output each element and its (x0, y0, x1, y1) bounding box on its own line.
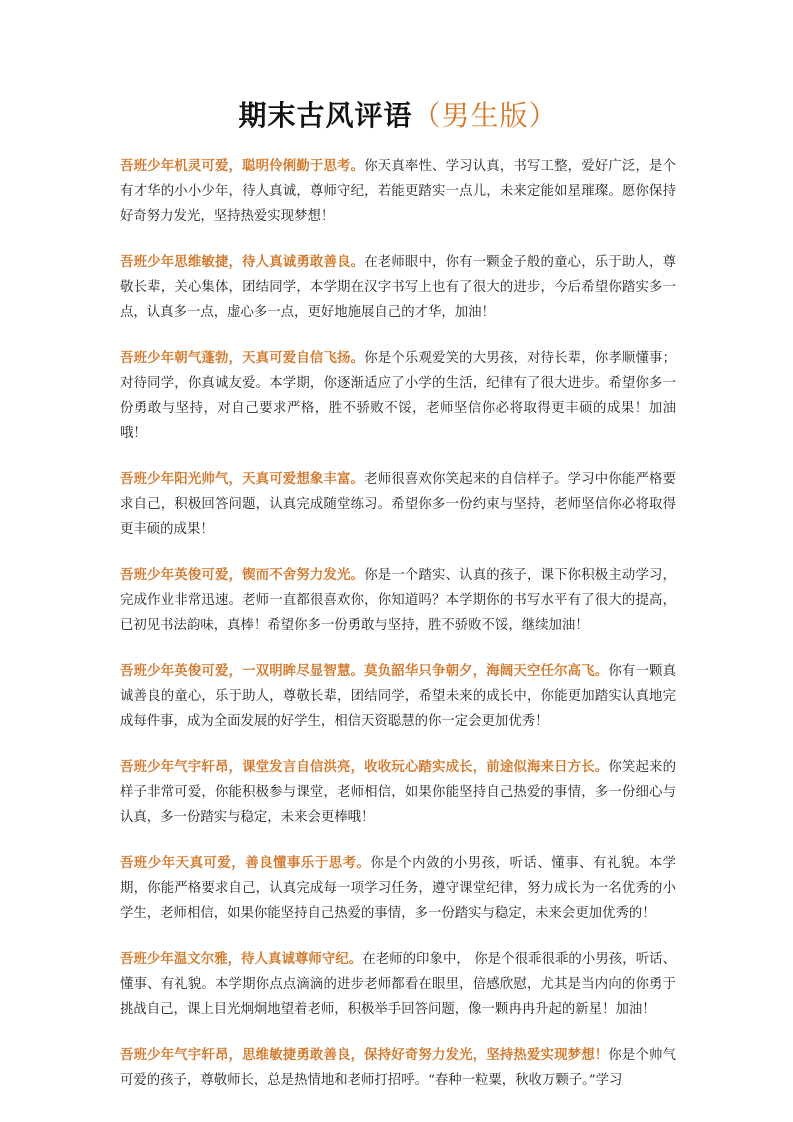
comment-lead: 吾班少年气宇轩昂，课堂发言自信洪亮，收收玩心踏实成长，前途似海来日方长。 (120, 760, 609, 775)
comment-lead: 吾班少年朝气蓬勃，天真可爱自信飞扬。 (120, 351, 365, 366)
comment-lead: 吾班少年气宇轩昂，思维敏捷勇敢善良，保持好奇努力发光，坚持热爱实现梦想！ (120, 1048, 609, 1063)
comment-body: 你有一颗真诚善良的童心，乐于助人，尊敬长辈，团结同学，希望未来的成长中，你能更加踏实认真地完成每件事，成为全面发展的好学生，相信天资聪慧的你一定会更加优秀！ (120, 664, 677, 729)
comment-body: 你天真率性、学习认真，书写工整，爱好广泛，是个有才华的小小少年，待人真诚，尊师守纪，若能更踏实一点儿，未来定能如星璀璨。愿你保持好奇努力发光，坚持热爱实现梦想！ (120, 159, 677, 224)
comment-body: 你笑起来的样子非常可爱，你能积极参与课堂，老师相信，如果你能坚持自己热爱的事情，多一份细心与认真，多一份踏实与稳定，未来会更棒哦！ (120, 760, 677, 825)
comment-paragraph-8 (120, 851, 676, 926)
title-accent: （男生版） (412, 99, 558, 132)
comment-paragraph-1 (120, 154, 676, 229)
comment-paragraph-6 (120, 659, 676, 734)
comment-lead: 吾班少年阳光帅气，天真可爱想象丰富。 (120, 472, 365, 487)
comment-lead: 吾班少年天真可爱，善良懂事乐于思考。 (120, 856, 371, 871)
comment-paragraph-9 (120, 947, 676, 1022)
comment-paragraph-5 (120, 563, 676, 638)
comment-lead: 吾班少年温文尔雅，待人真诚尊师守纪。 (120, 952, 363, 967)
comment-paragraph-2 (120, 250, 676, 325)
page-title (120, 96, 676, 136)
comment-body: 你是个乐观爱笑的大男孩，对待长辈，你孝顺懂事；对待同学，你真诚友爱。本学期，你逐渐适应了小学的生活，纪律有了很大进步。希望你多一份勇敢与坚持，对自己要求严格，胜不骄败不馁，老师坚信你必将取得更丰硕的成果！加油哦！ (120, 351, 677, 441)
title-main: 期末古风评语 (238, 99, 413, 132)
comment-lead: 吾班少年思维敏捷，待人真诚勇敢善良。 (120, 255, 365, 270)
comment-paragraph-7 (120, 755, 676, 830)
comment-body: 你是个内敛的小男孩，听话、懂事、有礼貌。本学期，你能严格要求自己，认真完成每一项学习任务，遵守课堂纪律，努力成长为一名优秀的小学生，老师相信，如果你能坚持自己热爱的事情，多一份踏实与稳定，未来会更加优秀的！ (120, 856, 677, 921)
comment-lead: 吾班少年英俊可爱，锲而不舍努力发光。 (120, 568, 365, 583)
comment-body: 老师很喜欢你笑起来的自信样子。学习中你能严格要求自己，积极回答问题，认真完成随堂练习。希望你多一份约束与坚持，老师坚信你必将取得更丰硕的成果！ (120, 472, 677, 537)
comment-lead: 吾班少年英俊可爱，一双明眸尽显智慧。莫负韶华只争朝夕，海阔天空任尔高飞。 (120, 664, 609, 679)
comment-body: 在老师眼中，你有一颗金子般的童心，乐于助人，尊敬长辈，关心集体，团结同学，本学期在汉字书写上也有了很大的进步，今后希望你踏实多一点，认真多一点，虚心多一点，更好地施展自己的才华，加油！ (120, 255, 677, 320)
comment-paragraph-10 (120, 1043, 676, 1093)
document-page (120, 96, 676, 1114)
comment-body: 你是一个踏实、认真的孩子，课下你积极主动学习，完成作业非常迅速。老师一直都很喜欢你，你知道吗？本学期你的书写水平有了很大的提高，已初见书法韵味，真棒！希望你多一份勇敢与坚持，胜不骄败不馁，继续加油！ (120, 568, 677, 633)
comment-body: 在老师的印象中， 你是个很乖很乖的小男孩，听话、懂事、有礼貌。本学期你点点滴滴的进步老师都看在眼里，倍感欣慰，尤其是当内向的你勇于挑战自己，课上目光炯炯地望着老师，积极举手回答问题，像一颗冉冉升起的新星！加油！ (120, 952, 676, 1017)
comment-body: 你是个帅气可爱的孩子，尊敬师长，总是热情地和老师打招呼。“春种一粒粟，秋收万颗子。”学习 (120, 1048, 677, 1088)
comment-lead: 吾班少年机灵可爱，聪明伶俐勤于思考。 (120, 159, 365, 174)
comment-paragraph-4 (120, 467, 676, 542)
comment-paragraph-3 (120, 346, 676, 446)
